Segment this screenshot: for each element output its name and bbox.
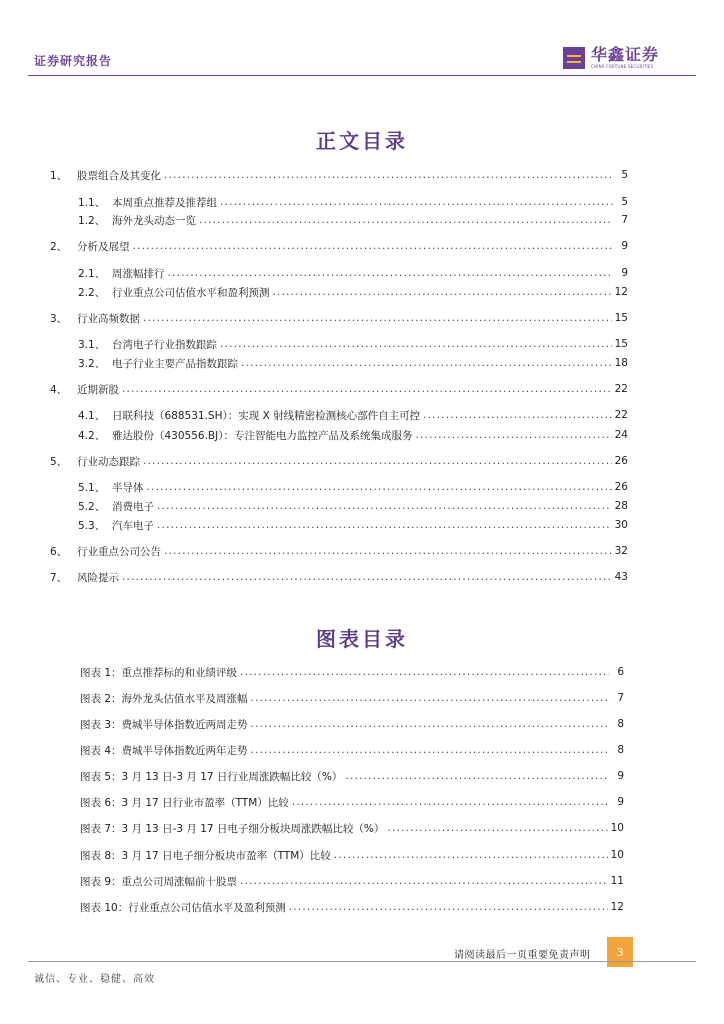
report-type-label: 证券研究报告 — [34, 54, 113, 68]
figure-entry[interactable] — [78, 819, 624, 837]
toc-entry[interactable] — [50, 237, 628, 255]
figure-entry-label: 图表 5：3 月 13 日-3 月 17 日行业周涨跌幅比较（%） — [80, 770, 343, 783]
figure-entry-label: 图表 1：重点推荐标的和业绩评级 — [80, 666, 238, 679]
dot-leader — [220, 196, 613, 208]
toc-entry-label: 汽车电子 — [112, 519, 154, 532]
toc-entry-page: 26 — [614, 455, 628, 467]
dot-leader — [157, 500, 612, 512]
dot-leader — [122, 383, 612, 395]
dot-leader — [251, 692, 609, 704]
toc-entry[interactable] — [50, 166, 628, 184]
toc-entry-number: 5.2、 — [78, 500, 106, 513]
toc-entry-label: 电子行业主要产品指数跟踪 — [112, 357, 238, 370]
toc-entry[interactable] — [50, 568, 628, 586]
toc-entry-page: 26 — [614, 481, 628, 493]
toc-entry-label: 消费电子 — [112, 500, 154, 513]
figure-list-title: 图表目录 — [316, 627, 408, 651]
dot-leader — [251, 718, 609, 730]
toc-entry-page: 30 — [614, 519, 628, 531]
company-logo — [563, 46, 659, 70]
toc-entry-label: 分析及展望 — [77, 240, 130, 253]
toc-entry-page: 32 — [614, 545, 628, 557]
toc-entry-label: 行业重点公司公告 — [77, 545, 161, 558]
dot-leader — [220, 338, 612, 350]
toc-entry-number: 5、 — [50, 455, 68, 468]
dot-leader — [240, 875, 608, 887]
dot-leader — [133, 240, 614, 252]
figure-entry-page: 7 — [617, 692, 624, 704]
toc-entry-page: 22 — [614, 383, 628, 395]
toc-entry-label: 日联科技（688531.SH）：实现 X 射线精密检测核心部件自主可控 — [112, 409, 421, 422]
toc-entry-page: 7 — [621, 214, 628, 226]
toc-entry-label: 海外龙头动态一览 — [112, 214, 196, 227]
figure-entry-page: 12 — [610, 901, 624, 913]
toc-entry-number: 4、 — [50, 383, 68, 396]
toc-entry-label: 风险提示 — [77, 571, 119, 584]
disclaimer-note: 请阅读最后一页重要免责声明 — [454, 950, 591, 961]
toc-entry[interactable] — [78, 211, 628, 229]
toc-entry-page: 18 — [614, 357, 628, 369]
figure-entry-label: 图表 6：3 月 17 日行业市盈率（TTM）比较 — [80, 796, 289, 809]
toc-entry-page: 22 — [614, 409, 628, 421]
dot-leader — [157, 519, 612, 531]
figure-entry[interactable] — [78, 898, 624, 916]
toc-entry-page: 28 — [614, 500, 628, 512]
dot-leader — [387, 822, 607, 834]
figure-entry-label: 图表 7：3 月 13 日-3 月 17 日电子细分板块周涨跌幅比较（%） — [80, 822, 385, 835]
figure-entry-page: 8 — [617, 718, 624, 730]
page-number-badge: 3 — [607, 937, 633, 967]
toc-entry[interactable] — [50, 452, 628, 470]
figure-entry-label: 图表 4：费城半导体指数近两年走势 — [80, 744, 248, 757]
toc-entry-page: 12 — [614, 286, 628, 298]
toc-entry-number: 5.1、 — [78, 481, 106, 494]
figure-entry-label: 图表 9：重点公司周涨幅前十股票 — [80, 875, 238, 888]
figure-entry-label: 图表 3：费城半导体指数近两周走势 — [80, 718, 248, 731]
logo-mark-icon — [563, 47, 585, 69]
toc-entry-page: 9 — [621, 267, 628, 279]
figure-entry[interactable] — [78, 767, 624, 785]
logo-name: 华鑫证券 — [591, 45, 660, 64]
toc-entry[interactable] — [50, 309, 628, 327]
toc-entry-page: 5 — [621, 196, 628, 208]
figure-entry[interactable] — [78, 715, 624, 733]
footer-slogan: 诚信、专业、稳健、高效 — [34, 974, 155, 985]
toc-entry-number: 2.2、 — [78, 286, 106, 299]
toc-entry-page: 9 — [621, 240, 628, 252]
figure-entry-page: 8 — [617, 744, 624, 756]
toc-entry-page: 5 — [621, 169, 628, 181]
figure-entry-page: 10 — [610, 849, 624, 861]
toc-entry[interactable] — [78, 264, 628, 282]
figure-entry[interactable] — [78, 793, 624, 811]
figure-entry-page: 10 — [610, 822, 624, 834]
dot-leader — [143, 312, 612, 324]
figure-entry[interactable] — [78, 741, 624, 759]
dot-leader — [415, 429, 611, 441]
toc-entry[interactable] — [78, 193, 628, 211]
figure-entry-label: 图表 8：3 月 17 日电子细分板块市盈率（TTM）比较 — [80, 849, 331, 862]
toc-entry-label: 雅达股份（430556.BJ）：专注智能电力监控产品及系统集成服务 — [112, 429, 413, 442]
toc-entry-number: 3、 — [50, 312, 68, 325]
figure-entry-page: 6 — [617, 666, 624, 678]
toc-title: 正文目录 — [316, 129, 408, 153]
toc-entry-page: 24 — [614, 429, 628, 441]
dot-leader — [423, 409, 612, 421]
toc-entry-label: 近期新股 — [77, 383, 119, 396]
toc-entry[interactable] — [50, 542, 628, 560]
dot-leader — [292, 796, 609, 808]
figure-entry[interactable] — [78, 846, 624, 864]
figure-entry-page: 9 — [617, 796, 624, 808]
dot-leader — [289, 901, 608, 913]
toc-entry-page: 43 — [614, 571, 628, 583]
toc-entry-number: 2.1、 — [78, 267, 106, 280]
toc-entry-number: 1.2、 — [78, 214, 106, 227]
toc-entry[interactable] — [78, 406, 628, 424]
figure-entry-page: 9 — [617, 770, 624, 782]
toc-entry-label: 行业高频数据 — [77, 312, 140, 325]
toc-entry[interactable] — [78, 335, 628, 353]
toc-entry[interactable] — [50, 380, 628, 398]
toc-entry[interactable] — [78, 283, 628, 301]
dot-leader — [251, 744, 609, 756]
toc-entry-number: 1、 — [50, 169, 68, 182]
figure-entry[interactable] — [78, 689, 624, 707]
toc-entry-number: 5.3、 — [78, 519, 106, 532]
toc-entry-number: 2、 — [50, 240, 68, 253]
dot-leader — [164, 169, 613, 181]
figure-entry[interactable] — [78, 663, 624, 681]
figure-entry-page: 11 — [610, 875, 624, 887]
figure-entry-label: 图表 2：海外龙头估值水平及周涨幅 — [80, 692, 248, 705]
toc-entry-number: 7、 — [50, 571, 68, 584]
dot-leader — [164, 545, 612, 557]
toc-entry-label: 本周重点推荐及推荐组 — [112, 196, 217, 209]
dot-leader — [240, 666, 609, 678]
dot-leader — [122, 571, 612, 583]
dot-leader — [168, 267, 614, 279]
toc-entry[interactable] — [78, 516, 628, 534]
figure-entry[interactable] — [78, 872, 624, 890]
toc-entry-page: 15 — [614, 312, 628, 324]
dot-leader — [334, 849, 608, 861]
toc-entry-number: 6、 — [50, 545, 68, 558]
toc-entry[interactable] — [78, 354, 628, 372]
toc-entry-number: 4.2、 — [78, 429, 106, 442]
toc-entry-label: 行业动态跟踪 — [77, 455, 140, 468]
header-divider — [28, 75, 696, 76]
toc-entry-label: 半导体 — [112, 481, 144, 494]
toc-entry-number: 1.1、 — [78, 196, 106, 209]
dot-leader — [199, 214, 613, 226]
dot-leader — [273, 286, 612, 298]
figure-entry-label: 图表 10：行业重点公司估值水平及盈利预测 — [80, 901, 286, 914]
toc-entry-number: 3.2、 — [78, 357, 106, 370]
toc-entry-label: 行业重点公司估值水平和盈利预测 — [112, 286, 270, 299]
dot-leader — [147, 481, 612, 493]
dot-leader — [345, 770, 609, 782]
toc-entry-number: 3.1、 — [78, 338, 106, 351]
dot-leader — [241, 357, 612, 369]
toc-entry[interactable] — [78, 426, 628, 444]
toc-entry-page: 15 — [614, 338, 628, 350]
toc-entry[interactable] — [78, 478, 628, 496]
footer-divider — [28, 961, 696, 962]
toc-entry-label: 股票组合及其变化 — [77, 169, 161, 182]
dot-leader — [143, 455, 612, 467]
toc-entry-number: 4.1、 — [78, 409, 106, 422]
toc-entry[interactable] — [78, 497, 628, 515]
toc-entry-label: 周涨幅排行 — [112, 267, 165, 280]
logo-subtitle: CHINA FORTUNE SECURITIES — [591, 64, 654, 69]
toc-entry-label: 台湾电子行业指数跟踪 — [112, 338, 217, 351]
